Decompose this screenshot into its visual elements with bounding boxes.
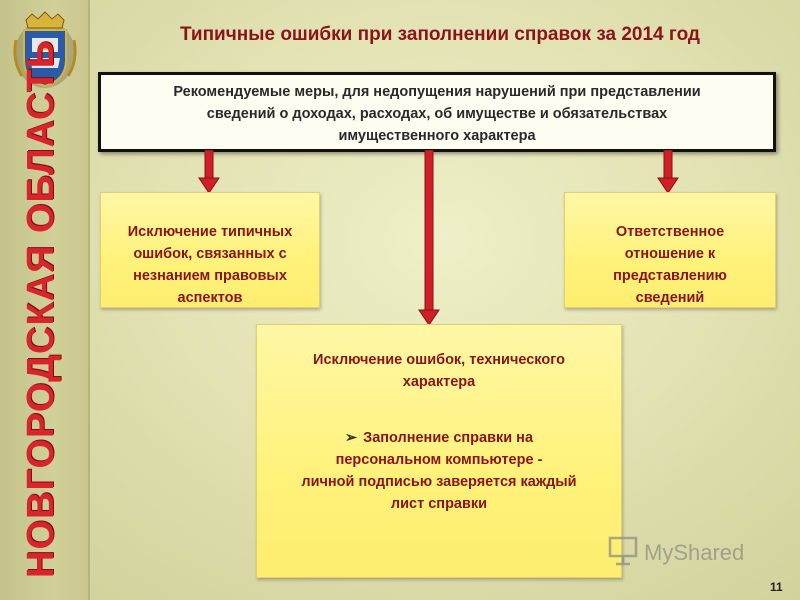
sidebar	[0, 0, 90, 600]
measures-line: сведений о доходах, расходах, об имуществе и обязательствах	[206, 106, 668, 122]
box-line: представлению	[613, 268, 727, 284]
bullet-line: лист справки	[390, 496, 488, 512]
presentation-board-icon	[606, 536, 640, 572]
bullet-line: личной подписью заверяется каждый	[301, 474, 577, 490]
measures-line: имущественного характера	[338, 128, 536, 144]
box-line: Исключение типичных	[127, 224, 293, 240]
arrow-to-center-box	[418, 150, 440, 326]
page-title: Типичные ошибки при заполнении справок за 2014 год	[180, 24, 700, 45]
watermark-text: MyShared	[644, 539, 745, 565]
arrow-to-right-box	[657, 150, 679, 194]
bullet-line: персональном компьютере -	[335, 452, 543, 468]
box-line: аспектов	[177, 290, 243, 306]
box-line: сведений	[635, 290, 705, 306]
responsible-attitude-box	[564, 192, 776, 308]
watermark	[606, 536, 744, 572]
bullet-arrow-icon: ➢	[344, 430, 358, 446]
box-line: Ответственное	[615, 224, 725, 240]
measures-box	[98, 72, 776, 152]
box-heading-line: Исключение ошибок, технического	[313, 352, 565, 368]
measures-line: Рекомендуемые меры, для недопущения нарушений при представлении	[173, 84, 701, 100]
bullet-item	[257, 427, 621, 515]
legal-errors-box	[100, 192, 320, 308]
arrow-to-left-box	[198, 150, 220, 194]
box-line: незнанием правовых	[133, 268, 287, 284]
bullet-first-line	[265, 427, 613, 449]
page-number: 11	[770, 580, 783, 594]
bullet-line: Заполнение справки на	[363, 430, 534, 446]
region-name: НОВГОРОДСКАЯ ОБЛАСТЬ	[20, 39, 62, 578]
technical-errors-box	[256, 324, 622, 578]
box-line: ошибок, связанных с	[133, 246, 287, 262]
box-line: отношение к	[624, 246, 716, 262]
box-heading-line: характера	[402, 374, 476, 390]
